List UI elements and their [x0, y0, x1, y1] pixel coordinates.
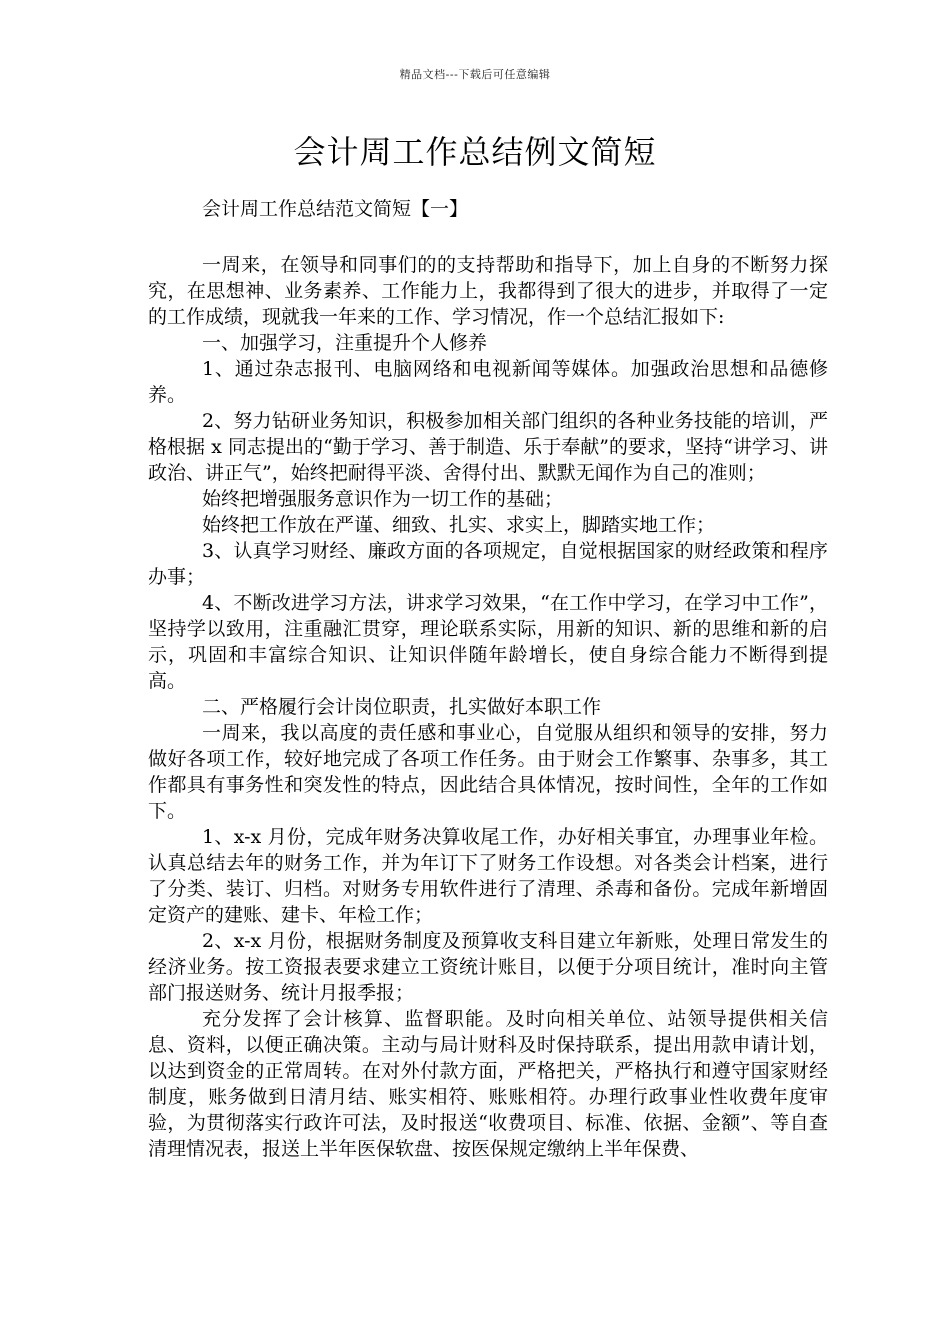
paragraph: 始终把工作放在严谨、细致、扎实、求实上，脚踏实地工作； [202, 514, 716, 536]
header-note: 精品文档---下载后可任意编辑 [399, 68, 551, 81]
paragraph: 一周来，我以高度的责任感和事业心，自觉服从组织和领导的安排，努力做好各项工作，较好地完成了各项工作任务。由于财会工作繁事、杂事多，其工作都具有事务性和突发性的特点，因此结合具体情况，按时间性，全年的工作如下。 [148, 722, 828, 822]
document-body [148, 196, 828, 1162]
section-subtitle: 会计周工作总结范文简短【一】 [202, 198, 469, 220]
paragraph: 一周来，在领导和同事们的的支持帮助和指导下，加上自身的不断努力探究，在思想神、业务素养、工作能力上，我都得到了很大的进步，并取得了一定的工作成绩，现就我一年来的工作、学习情况，作一个总结汇报如下: [148, 254, 828, 328]
paragraph: 1、x-x 月份，完成年财务决算收尾工作，办好相关事宜，办理事业年检。认真总结去年的财务工作，并为年订下了财务工作设想。对各类会计档案，进行了分类、装订、归档。对财务专用软件进行了清理、杀毒和备份。完成年新增固定资产的建账、建卡、年检工作； [148, 826, 828, 926]
paragraph: 始终把增强服务意识作为一切工作的基础； [202, 488, 564, 510]
paragraph: 3、认真学习财经、廉政方面的各项规定，自觉根据国家的财经政策和程序办事； [148, 540, 828, 588]
paragraph: 2、x-x 月份，根据财务制度及预算收支科目建立年新账，处理日常发生的经济业务。按工资报表要求建立工资统计账目，以便于分项目统计，准时向主管部门报送财务、统计月报季报； [148, 930, 828, 1004]
section-heading: 二、严格履行会计岗位职责，扎实做好本职工作 [202, 696, 602, 718]
section-heading: 一、加强学习，注重提升个人修养 [202, 332, 488, 354]
document-title: 会计周工作总结例文简短 [293, 133, 657, 171]
paragraph: 2、努力钻研业务知识，积极参加相关部门组织的各种业务技能的培训，严格根据 x 同志提出的“勤于学习、善于制造、乐于奉献”的要求，坚持“讲学习、讲政治、讲正气”，始终把耐得平淡、舍得付出、默默无闻作为自己的准则； [148, 410, 828, 484]
paragraph: 1、通过杂志报刊、电脑网络和电视新闻等媒体。加强政治思想和品德修养。 [148, 358, 828, 406]
paragraph: 充分发挥了会计核算、监督职能。及时向相关单位、站领导提供相关信息、资料，以便正确决策。主动与局计财科及时保持联系，提出用款申请计划，以达到资金的正常周转。在对外付款方面，严格把关，严格执行和遵守国家财经制度，账务做到日清月结、账实相符、账账相符。办理行政事业性收费年度审验，为贯彻落实行政许可法，及时报送“收费项目、标准、依据、金额”、等自查清理情况表，报送上半年医保软盘、按医保规定缴纳上半年保费、 [148, 1008, 828, 1160]
paragraph: 4、不断改进学习方法，讲求学习效果，“在工作中学习，在学习中工作”，坚持学以致用，注重融汇贯穿，理论联系实际，用新的知识、新的思维和新的启示，巩固和丰富综合知识、让知识伴随年龄增长，使自身综合能力不断得到提高。 [148, 592, 828, 692]
